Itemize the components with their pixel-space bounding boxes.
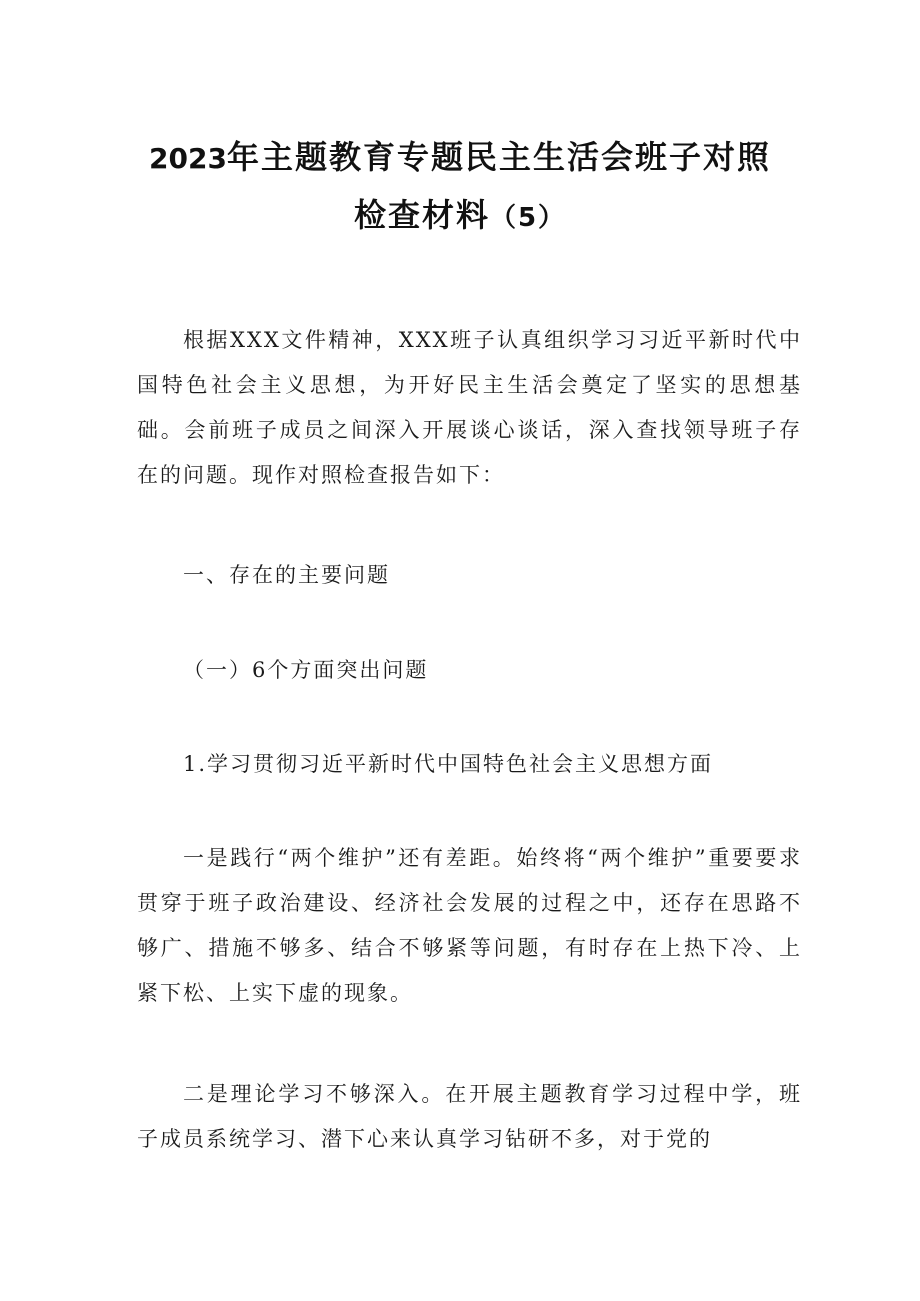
document-title-line-1 — [0, 132, 920, 178]
point-one-paragraph: 一是践行“两个维护”还有差距。始终将“两个维护”重要要求贯穿于班子政治建设、经济社会发展的过程之中，还存在思路不够广、措施不够多、结合不够紧等问题，有时存在上热下冷、上紧下松、上实下虚的现象。 — [137, 846, 802, 1005]
title-line-2-text: 检查材料 — [353, 196, 490, 234]
title-number: （5） — [489, 203, 567, 233]
title-line-1-text: 年主题教育专题民主生活会班子对照 — [226, 138, 771, 176]
point-two-paragraph: 二是理论学习不够深入。在开展主题教育学习过程中学，班子成员系统学习、潜下心来认真学习钻研不多，对于党的 — [137, 1082, 802, 1151]
item-heading: 1.学习贯彻习近平新时代中国特色社会主义思想方面 — [183, 752, 714, 776]
intro-paragraph: 根据XXX文件精神，XXX班子认真组织学习习近平新时代中国特色社会主义思想，为开好民主生活会奠定了坚实的思想基础。会前班子成员之间深入开展谈心谈话，深入查找领导班子存在的问题。现作对照检查报告如下： — [137, 328, 802, 487]
title-year: 2023 — [149, 142, 227, 175]
section-heading: 一、存在的主要问题 — [183, 563, 390, 587]
subsection-heading: （一）6个方面突出问题 — [183, 658, 429, 682]
document-title-line-2 — [0, 190, 920, 236]
